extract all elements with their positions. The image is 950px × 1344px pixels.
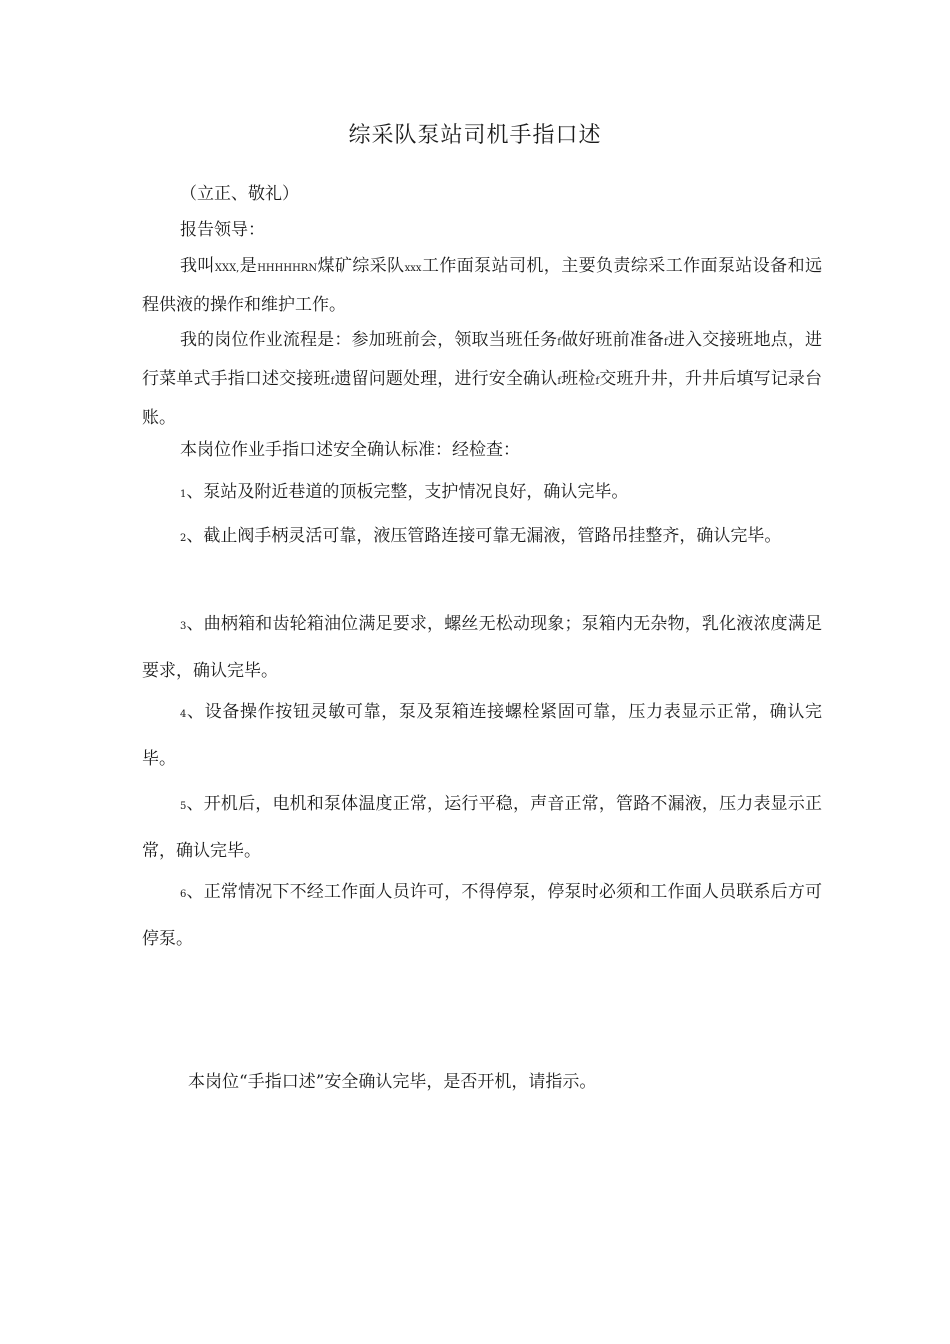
intro-mine: HHHHHRN	[257, 263, 318, 274]
process-paragraph	[142, 322, 822, 436]
process-separator: f	[557, 337, 561, 348]
process-text: 班检	[561, 369, 596, 389]
salute-line: （立正、敬礼）	[180, 184, 299, 204]
intro-text: 工作面泵站司机，主要负责综采工作面泵站设备和远程供液的操作和维护工作。	[142, 256, 823, 315]
list-item-text: 、泵站及附近巷道的顶板完整，支护情况良好，确认完毕。	[186, 482, 629, 502]
greeting-line: 报告领导：	[180, 220, 265, 240]
intro-name: XXX,	[214, 263, 240, 274]
list-item-text: 、截止阀手柄灵活可靠，液压管路连接可靠无漏液，管路吊挂整齐，确认完毕。	[186, 526, 782, 546]
process-separator: f	[330, 376, 335, 387]
list-item	[142, 782, 822, 873]
list-item-number: 2	[180, 533, 187, 544]
process-text: 进入交接班地点，进行菜单式手指口述交接班	[142, 330, 823, 389]
process-separator: f	[595, 376, 600, 387]
document-title: 综采队泵站司机手指口述	[348, 123, 602, 148]
list-item	[142, 514, 822, 561]
intro-text: 煤矿综采队	[317, 256, 405, 276]
intro-text: 我叫	[180, 256, 215, 276]
list-item	[142, 690, 822, 781]
list-item-text: 、设备操作按钮灵敏可靠，泵及泵箱连接螺栓紧固可靠，压力表显示正常，确认完毕。	[142, 702, 822, 769]
list-item-text: 、曲柄箱和齿轮箱油位满足要求，螺丝无松动现象；泵箱内无杂物，乳化液浓度满足要求，确认完毕。	[142, 614, 822, 681]
intro-text: 是	[239, 256, 258, 276]
list-item-number: 5	[180, 801, 187, 812]
list-item	[142, 470, 822, 517]
closing-line: 本岗位“手指口述”安全确认完毕，是否开机，请指示。	[188, 1072, 597, 1092]
list-item-number: 1	[180, 489, 187, 500]
process-text: 我的岗位作业流程是：参加班前会，领取当班任务	[180, 330, 558, 350]
process-text: 做好班前准备	[560, 330, 664, 350]
process-separator: f	[557, 376, 562, 387]
list-item-text: 、开机后，电机和泵体温度正常，运行平稳，声音正常，管路不漏液，压力表显示正常，确认完毕。	[142, 794, 822, 861]
list-item-number: 4	[180, 709, 187, 720]
standard-heading: 本岗位作业手指口述安全确认标准：经检查：	[180, 440, 520, 460]
list-item-number: 6	[180, 889, 187, 900]
list-item-text: 、正常情况下不经工作面人员许可，不得停泵，停泵时必须和工作面人员联系后方可停泵。	[142, 882, 822, 949]
list-item	[142, 602, 822, 693]
process-separator: f	[663, 337, 668, 348]
list-item-number: 3	[180, 621, 187, 632]
intro-face: xxx	[404, 263, 422, 274]
process-text: 遗留问题处理，进行安全确认	[334, 369, 558, 389]
process-text: 交班升井，升井后填写记录台账。	[142, 369, 823, 428]
list-item	[142, 870, 822, 961]
intro-paragraph	[142, 248, 822, 323]
